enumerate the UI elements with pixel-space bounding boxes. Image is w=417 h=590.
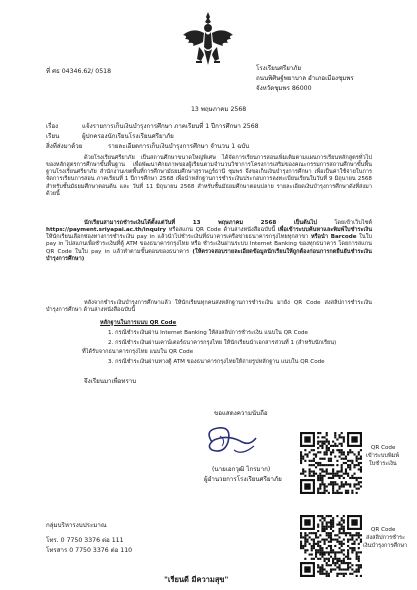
body-paragraph-1: ด้วยโรงเรียนศรียาภัย เป็นสถานศึกษาขนาดใหญ่พิเศษ ได้จัดการเรียนการสอนเพิ่มเติมตามแผนการเรียนหลักสูตรทั่วไปของหลักสูตรการศึกษาขั้นพื้นฐาน เพื่อพัฒนาศักยภาพของผู้เรียนตามจำนวนวิชาการโครงการเสริมของคณะกรรมการสถานศึกษาขั้นพื้นฐานโรงเรียนศรียาภัย สำนักงานเขตพื้นที่การศึกษามัธยมศึกษาสุราษฎร์ธานี ชุมพร จึงขอเก็บเงินบำรุงการศึกษา เพื่อเป็นค่าใช้จ่ายในการจัดการเรียนการสอน ภาคเรียนที่ 1 ปีการศึกษา 2568 เพื่อนำหลักฐานการชำระเงินประกอบการลงทะเบียนเรียนในวันที่ 9 มิถุนายน 2568 สำหรับชั้นมัธยมศึกษาตอนต้น และ วันที่ 11 มิถุนายน 2568 สำหรับชั้นมัธยมศึกษาตอนปลาย รายละเอียดเงินบำรุงการศึกษาดังที่ส่งมาด้วยนี้ [46,155,372,197]
proof-item-3: 3. กรณีชำระเงินผ่านทางตู้ ATM ของธนาคารกรุงไทยให้ถ่ายรูปหลักฐาน แนบใน QR Code [108,359,325,365]
attachment-label: สิ่งที่ส่งมาด้วย [46,143,83,150]
payment-start-date: นักเรียนสามารถชำระเงินได้ตั้งแต่วันที่ 13 พฤษภาคม 2568 เป็นต้นไป [84,220,317,226]
qr-caption-payment-2: เข้าระบบพิมพ์ [366,453,400,459]
proof-item-2: 2. กรณีชำระเงินผ่านเคาน์เตอร์ธนาคารกรุงไทย ให้นักเรียนนำเอกสารส่วนที่ 1 (สำหรับนักเรียน) [108,340,337,346]
qr-caption-slip-2: ส่งสลิปการชำระ [366,535,406,541]
regards-text: ขอแสดงความนับถือ [214,410,268,417]
qr-caption-slip-3: เงินบำรุงการศึกษา [363,543,408,549]
footer-phone: โทร. 0 7750 3376 ต่อ 111 [46,537,124,544]
school-name: โรงเรียนศรียาภัย [256,65,302,72]
body-paragraph-2: นักเรียนสามารถชำระเงินได้ตั้งแต่วันที่ 13 พฤษภาคม 2568 เป็นต้นไป โดยเข้าเว็บไซต์ https://payment.sriyapai.ac.th/inquiry หรือสแกน QR Code ด้านล่างหนังสือฉบับนี้ เพื่อเข้าระบบค้นหาและพิมพ์ใบชำระเงิน ให้นักเรียนเลือกช่องทางการชำระเงิน pay in แล้วนำไปชำระเงินที่ธนาคารเครือข่ายธนาคารกรุงไทยทุกสาขา หรือนำ Barcode ในใบ pay in ไปสแกนเพื่อชำระเงินที่ตู้ ATM ของธนาคารกรุงไทย หรือ ชำระเงินผ่านระบบ Internet Banking ของทุกธนาคาร โดยการสแกน QR Code ในใบ pay in แล้วทำตามขั้นตอนของธนาคาร (ให้ตรวจสอบรายละเอียดข้อมูลนักเรียนให้ถูกต้องก่อนการกดยืนยันชำระเงินบำรุงการศึกษา) [46,220,373,262]
subject-text: แจ้งรายการเก็บเงินบำรุงการศึกษา ภาคเรียนที่ 1 ปีการศึกษา 2568 [82,123,259,130]
recipient-text: ผู้ปกครองนักเรียนโรงเรียนศรียาภัย [82,133,174,140]
footer-slogan: "เรียนดี มีความสุข" [164,575,229,584]
document-date: 13 พฤษภาคม 2568 [191,106,247,113]
proof-item-2-cont: ที่ได้รับจากธนาคารกรุงไทย แนบใน QR Code [82,349,194,355]
closing-line: จึงเรียนมาเพื่อทราบ [84,378,137,385]
garuda-emblem [179,9,237,69]
qr-caption-payment-3: ใบชำระเงิน [369,461,397,467]
qr-caption-slip-1: QR Code [371,527,396,533]
document-number: ที่ ศธ 04346.62/ 0518 [46,68,112,75]
school-province: จังหวัดชุมพร 86000 [256,85,312,92]
proof-item-1: 1. กรณีชำระเงินผ่าน Internet Banking ให้ส่งสลิปการชำระเงิน แนบใน QR Code [108,330,308,336]
body-paragraph-3: หลังจากชำระเงินบำรุงการศึกษาแล้ว ให้นักเรียนทุกคนส่งหลักฐานการชำระเงิน มายัง QR Code ส่งสลิปการชำระเงินบำรุงการศึกษา ด้านล่างหนังสือฉบับนี้ [46,300,372,314]
signer-position: ผู้อำนวยการโรงเรียนศรียาภัย [204,476,282,483]
recipient-label: เรียน [46,133,60,140]
signature-image [198,420,266,460]
attachment-text: รายละเอียดการเก็บเงินบำรุงการศึกษา จำนวน 1 ฉบับ [108,143,250,150]
payment-url-link[interactable]: https://payment.sriyapai.ac.th/inquiry [46,227,167,234]
verify-note: (ให้ตรวจสอบรายละเอียดข้อมูลนักเรียนให้ถูกต้องก่อนการกดยืนยันชำระเงินบำรุงการศึกษา) [46,248,372,262]
subject-label: เรื่อง [46,123,59,130]
qr-code-slip-icon[interactable] [300,515,362,577]
school-address: ถนนพิศิษฐ์พยาบาล อำเภอเมืองชุมพร [256,75,354,82]
signer-name: (นายเอกวุฒิ ไกรมาก) [212,466,271,473]
footer-fax: โทรสาร 0 7750 3376 ต่อ 110 [46,547,133,554]
proof-heading: หลักฐานในการแนบ QR Code [100,320,177,326]
footer-department: กลุ่มบริหารงบประมาณ [46,522,107,529]
qr-code-payment-icon[interactable] [300,432,362,494]
qr-caption-payment-1: QR Code [371,445,396,451]
